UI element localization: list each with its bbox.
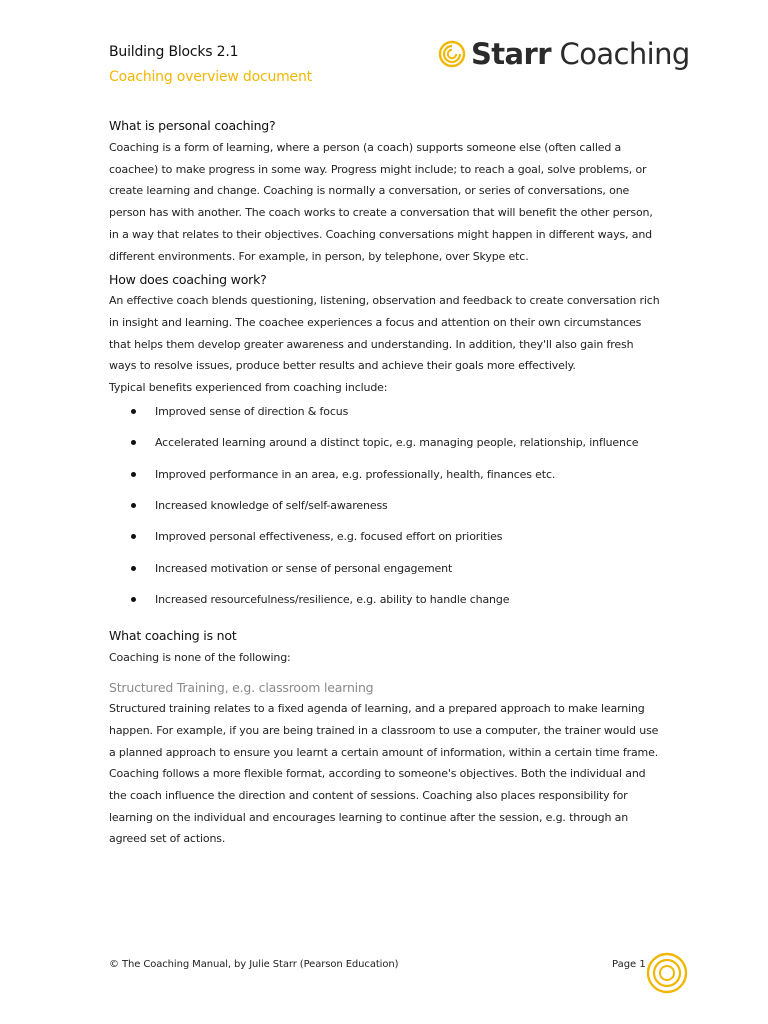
list-item xyxy=(109,404,664,435)
bullet-icon xyxy=(131,440,136,445)
section-paragraph: Structured training relates to a fixed agenda of learning, and a prepared approach to make learning happen. For example, if you are being trained in a classroom to use a computer, the trainer would use a planned approach to ensure you learnt a certain amount of information, within a certain time frame. xyxy=(109,702,659,759)
section-paragraph: Coaching is a form of learning, where a person (a coach) supports someone else (often called a coachee) to make progress in some way. Progress might include; to reach a goal, solve problems, or create learning and change. Coaching is normally a conversation, or series of conversations, one person has with another. The coach works to create a conversation that will benefit the other person, in a way that relates to their objectives. Coaching conversations might happen in different ways, and different environments. For example, in person, by telephone, over Skype etc. xyxy=(109,141,653,263)
bullet-icon xyxy=(131,503,136,508)
list-item xyxy=(109,561,664,592)
document-subtitle: Coaching overview document xyxy=(109,69,312,85)
spiral-logo-icon xyxy=(438,39,466,69)
starr-coaching-logo xyxy=(438,36,690,72)
spiral-logo-icon xyxy=(642,950,688,996)
list-item-text: Increased resourcefulness/resilience, e.g. ability to handle change xyxy=(155,593,510,607)
list-item-text: Increased motivation or sense of personal engagement xyxy=(155,561,453,575)
bullet-icon xyxy=(131,409,136,414)
bullet-icon xyxy=(131,566,136,571)
list-item xyxy=(109,529,664,560)
footer-page-number: Page 1 xyxy=(612,959,646,970)
section-heading: What coaching is not xyxy=(109,628,237,644)
logo-wordmark-bold: Starr xyxy=(471,37,551,71)
benefits-intro: Typical benefits experienced from coaching include: xyxy=(109,381,388,395)
list-item xyxy=(109,498,664,529)
section-paragraph: An effective coach blends questioning, listening, observation and feedback to create conversation rich in insight and learning. The coachee experiences a focus and attention on their own circumstances that helps them develop greater awareness and understanding. In addition, they'll also gain fresh ways to resolve issues, produce better results and achieve their goals more effectively. xyxy=(109,294,660,373)
section-what-is-coaching xyxy=(109,116,664,267)
document-header xyxy=(109,42,312,87)
section-what-coaching-is-not xyxy=(109,626,664,850)
list-item xyxy=(109,592,664,623)
section-heading: How does coaching work? xyxy=(109,272,267,288)
section-paragraph: Coaching follows a more flexible format, according to someone's objectives. Both the individual and the coach influence the direction and content of sessions. Coaching also places responsibility for learning on the individual and encourages learning to continue after the session, e.g. through an agreed set of actions. xyxy=(109,767,646,846)
section-intro: Coaching is none of the following: xyxy=(109,651,291,665)
logo-wordmark xyxy=(471,36,690,72)
list-item-text: Improved sense of direction & focus xyxy=(155,404,349,418)
list-item xyxy=(109,435,664,466)
list-item-text: Improved personal effectiveness, e.g. focused effort on priorities xyxy=(155,530,503,544)
bullet-icon xyxy=(131,472,136,477)
logo-wordmark-light: Coaching xyxy=(550,37,690,71)
list-item-text: Improved performance in an area, e.g. professionally, health, finances etc. xyxy=(155,467,556,481)
benefits-list xyxy=(109,404,664,624)
list-item-text: Accelerated learning around a distinct topic, e.g. managing people, relationship, influence xyxy=(155,436,639,450)
list-item xyxy=(109,467,664,498)
section-heading: What is personal coaching? xyxy=(109,118,276,133)
document-body xyxy=(109,116,664,850)
footer-copyright: © The Coaching Manual, by Julie Starr (Pearson Education) xyxy=(109,959,399,970)
document-title: Building Blocks 2.1 xyxy=(109,44,239,60)
bullet-icon xyxy=(131,534,136,539)
section-how-coaching-works xyxy=(109,270,664,623)
sub-heading: Structured Training, e.g. classroom learning xyxy=(109,680,374,696)
bullet-icon xyxy=(131,597,136,602)
list-item-text: Increased knowledge of self/self-awareness xyxy=(155,498,388,512)
footer-spiral-icon xyxy=(642,950,688,1000)
